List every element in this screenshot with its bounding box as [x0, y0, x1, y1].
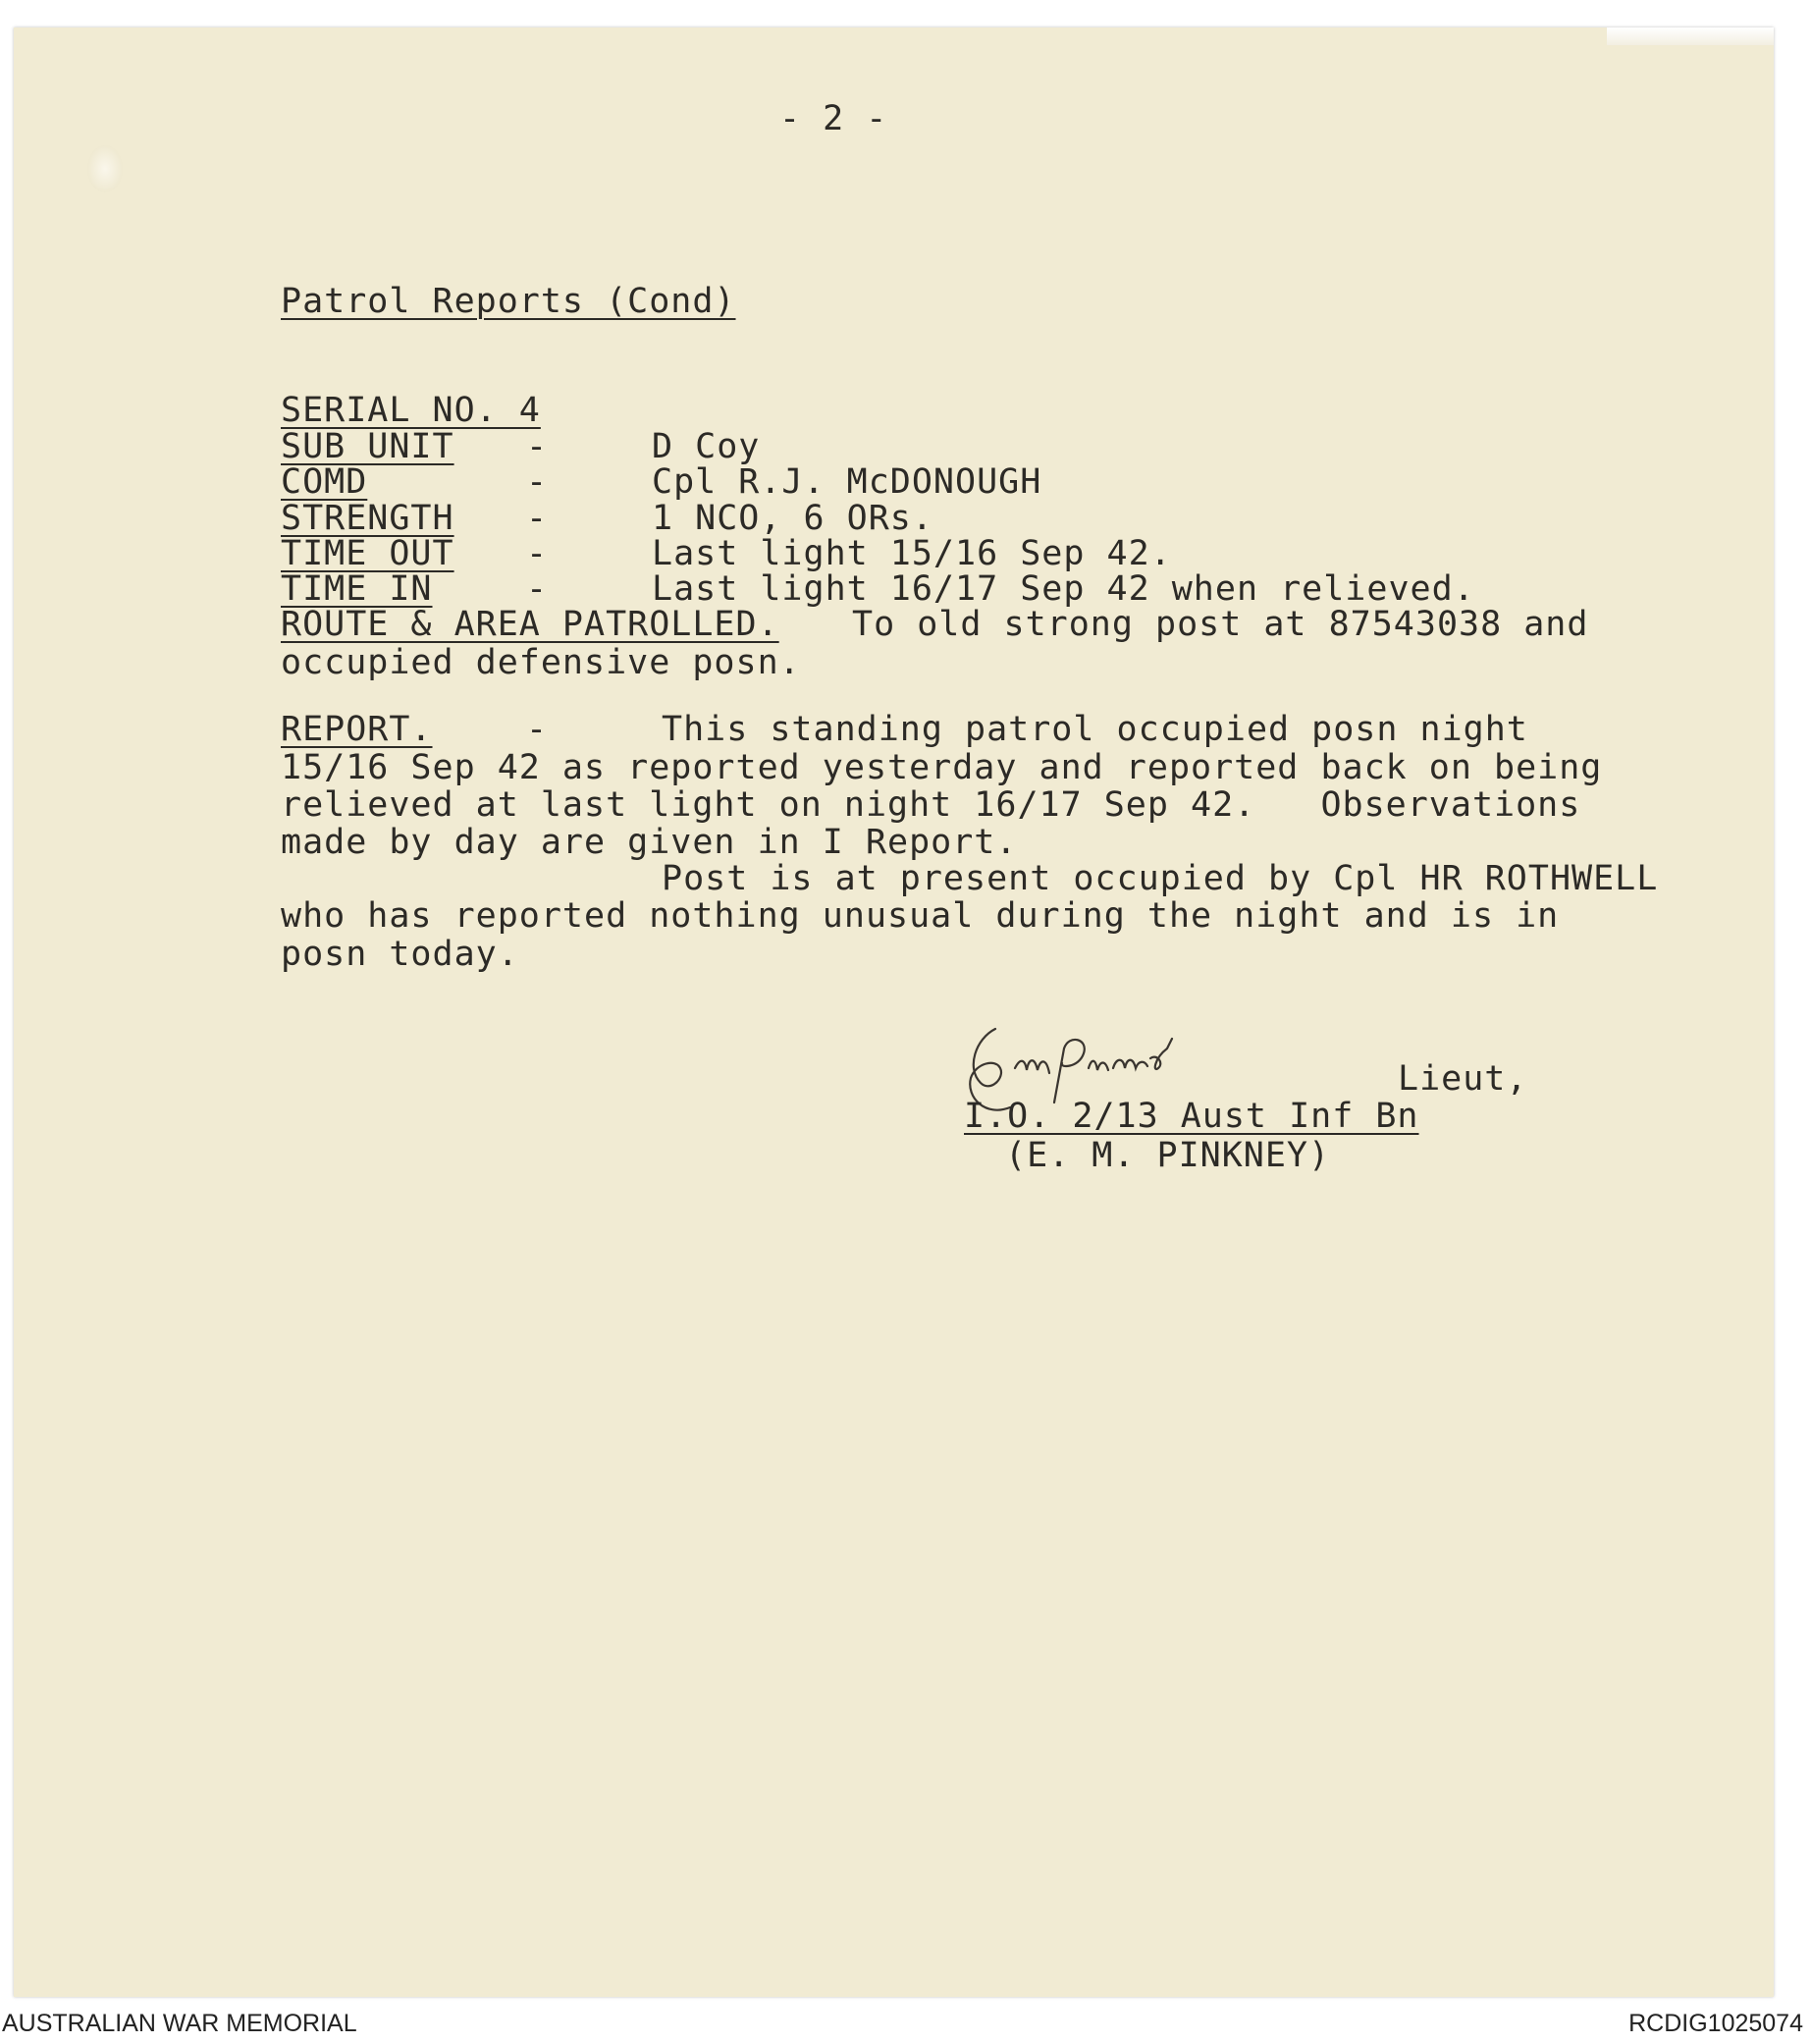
field-label-comd: COMD [281, 462, 368, 502]
field-value-comd: Cpl R.J. McDONOUGH [652, 462, 1042, 502]
route-text-continued: occupied defensive posn. [281, 643, 801, 682]
report-line: posn today. [281, 935, 519, 974]
report-line: This standing patrol occupied posn night [662, 710, 1528, 749]
field-dash: - [526, 534, 549, 573]
signature-rank: Lieut, [1398, 1059, 1528, 1099]
page-number: - 2 - [779, 99, 888, 138]
field-dash: - [526, 462, 549, 502]
field-value-time-in: Last light 16/17 Sep 42 when relieved. [652, 569, 1475, 609]
route-label: ROUTE & AREA PATROLLED. [281, 605, 779, 644]
footer-record-id: RCDIG1025074 [1628, 2010, 1803, 2037]
route-text: To old strong post at 87543038 and [852, 605, 1589, 644]
field-value-strength: 1 NCO, 6 ORs. [652, 499, 933, 538]
report-line: Post is at present occupied by Cpl HR ROTHWELL [662, 859, 1659, 898]
field-value-time-out: Last light 15/16 Sep 42. [652, 534, 1172, 573]
field-value-sub-unit: D Coy [652, 427, 761, 466]
signature-name: (E. M. PINKNEY) [1005, 1136, 1331, 1175]
torn-edge [1607, 27, 1774, 45]
field-dash: - [526, 569, 549, 609]
report-label: REPORT. [281, 710, 433, 749]
field-dash: - [526, 499, 549, 538]
report-line: made by day are given in I Report. [281, 823, 1018, 862]
report-line: 15/16 Sep 42 as reported yesterday and reported back on being [281, 748, 1603, 787]
field-label-time-in: TIME IN [281, 569, 433, 609]
paper-mark [87, 145, 123, 192]
document-page [14, 27, 1774, 1997]
report-line: who has reported nothing unusual during the night and is in [281, 896, 1560, 936]
field-label-sub-unit: SUB UNIT [281, 427, 454, 466]
signature-title: I.O. 2/13 Aust Inf Bn [964, 1097, 1419, 1136]
report-dash: - [526, 710, 549, 749]
footer-source: AUSTRALIAN WAR MEMORIAL [2, 2010, 357, 2037]
page-title: Patrol Reports (Cond) [281, 282, 736, 321]
field-label-strength: STRENGTH [281, 499, 454, 538]
report-line: relieved at last light on night 16/17 Sep 42. Observations [281, 785, 1581, 825]
field-dash: - [526, 427, 549, 466]
field-label-time-out: TIME OUT [281, 534, 454, 573]
field-label-serial: SERIAL NO. 4 [281, 391, 541, 430]
